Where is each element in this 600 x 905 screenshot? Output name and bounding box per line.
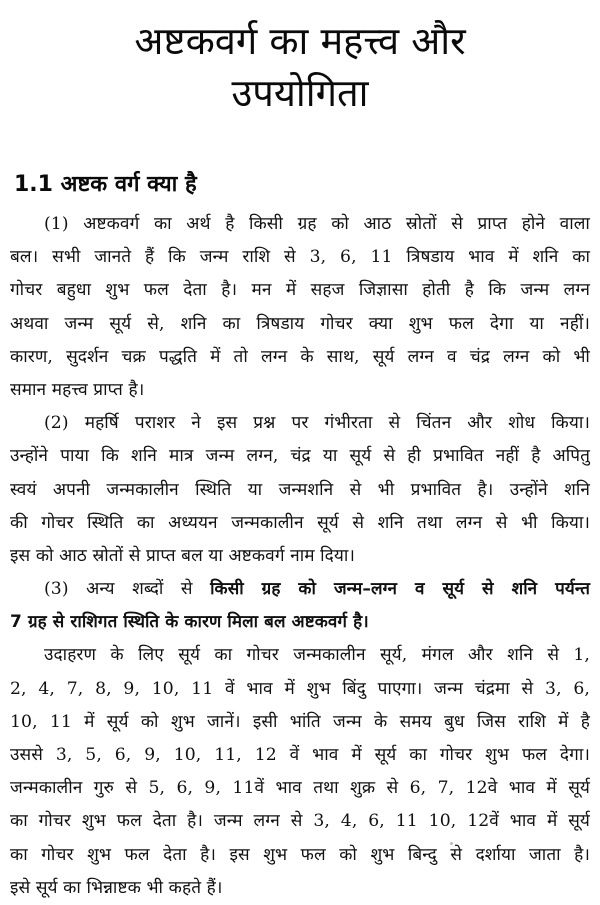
paragraph-1-line-4: अथवा जन्म सूर्य से, शनि का त्रिषडाय गोचर क्या शुभ फल देगा या नहीं। (10, 313, 590, 334)
paragraph-3-line-2: 7 ग्रह से राशिगत स्थिति के कारण मिला बल अष्टकवर्ग है। (10, 612, 369, 633)
paragraph-3-intro: (3) अन्य शब्दों से (44, 579, 211, 600)
paragraph-1-line-6: समान महत्त्व प्राप्त है। (10, 379, 145, 400)
paragraph-4-line-1: उदाहरण के लिए सूर्य का गोचर जन्मकालीन सूर्य, मंगल और शनि से 1, (44, 645, 590, 666)
paragraph-2-line-4: की गोचर स्थिति का अध्ययन जन्मकालीन सूर्य से शनि तथा लग्न से भी किया। (10, 512, 590, 533)
paragraph-2-line-3: स्वयं अपनी जन्मकालीन स्थिति या जन्मशनि से भी प्रभावित है। उन्होंने शनि (10, 479, 590, 500)
paragraph-3-line-1 (10, 573, 590, 606)
paragraph-2-line-5: इस को आठ स्रोतों से प्राप्त बल या अष्टकवर्ग नाम दिया। (10, 545, 355, 566)
paragraph-4-line-8: इसे सूर्य का भिन्नाष्टक भी कहते हैं। (10, 877, 223, 898)
paragraph-1-line-5: कारण, सुदर्शन चक्र पद्धति में तो लग्न के साथ, सूर्य लग्न व चंद्र लग्न को भी (10, 346, 590, 367)
paragraph-3-bold-definition: किसी ग्रह को जन्म–लग्न व सूर्य से शनि पर्यन्त (210, 579, 590, 600)
paragraph-2-line-2: उन्होंने पाया कि शनि मात्र जन्म लग्न, चंद्र या सूर्य से ही प्रभावित नहीं है अपितु (10, 446, 590, 467)
paragraph-4-line-4: उससे 3, 5, 6, 9, 10, 11, 12 वें भाव में सूर्य का गोचर शुभ फल देगा। (10, 745, 590, 765)
scan-speck (450, 842, 453, 845)
paragraph-1-line-2: बल। सभी जानते हैं कि जन्म राशि से 3, 6, 11 त्रिषडाय भाव में शनि का (10, 247, 590, 268)
chapter-title-line-2: उपयोगिता (231, 71, 369, 115)
paragraph-4-line-2: 2, 4, 7, 8, 9, 10, 11 वें भाव में शुभ बिंदु पाएगा। जन्म चंद्रमा से 3, 6, (10, 678, 590, 699)
section-heading: 1.1 अष्टक वर्ग क्या है (14, 172, 197, 197)
paragraph-4-line-7: का गोचर शुभ फल देता है। इस शुभ फल को शुभ बिन्दु से दर्शाया जाता है। (10, 844, 590, 865)
paragraph-1-line-1: (1) अष्टकवर्ग का अर्थ है किसी ग्रह को आठ स्रोतों से प्राप्त होने वाला (44, 214, 590, 234)
body-text (10, 208, 590, 905)
paragraph-4-line-6: का गोचर शुभ फल देता है। जन्म लग्न से 3, 4, 6, 11 10, 12वें भाव में सूर्य (10, 811, 590, 832)
paragraph-2-line-1: (2) महर्षि पराशर ने इस प्रश्न पर गंभीरता से चिंतन और शोध किया। (44, 413, 590, 434)
paragraph-4-line-3: 10, 11 में सूर्य को शुभ जानें। इसी भांति जन्म के समय बुध जिस राशि में है (10, 711, 590, 732)
chapter-title-line-1: अष्टकवर्ग का महत्त्व और (134, 19, 466, 63)
paragraph-4-line-5: जन्मकालीन गुरु से 5, 6, 9, 11वें भाव तथा शुक्र से 6, 7, 12वे भाव में सूर्य (10, 778, 590, 799)
paragraph-1-line-3: गोचर बहुधा शुभ फल देता है। मन में सहज जिज्ञासा होती है कि जन्म लग्न (10, 280, 590, 301)
